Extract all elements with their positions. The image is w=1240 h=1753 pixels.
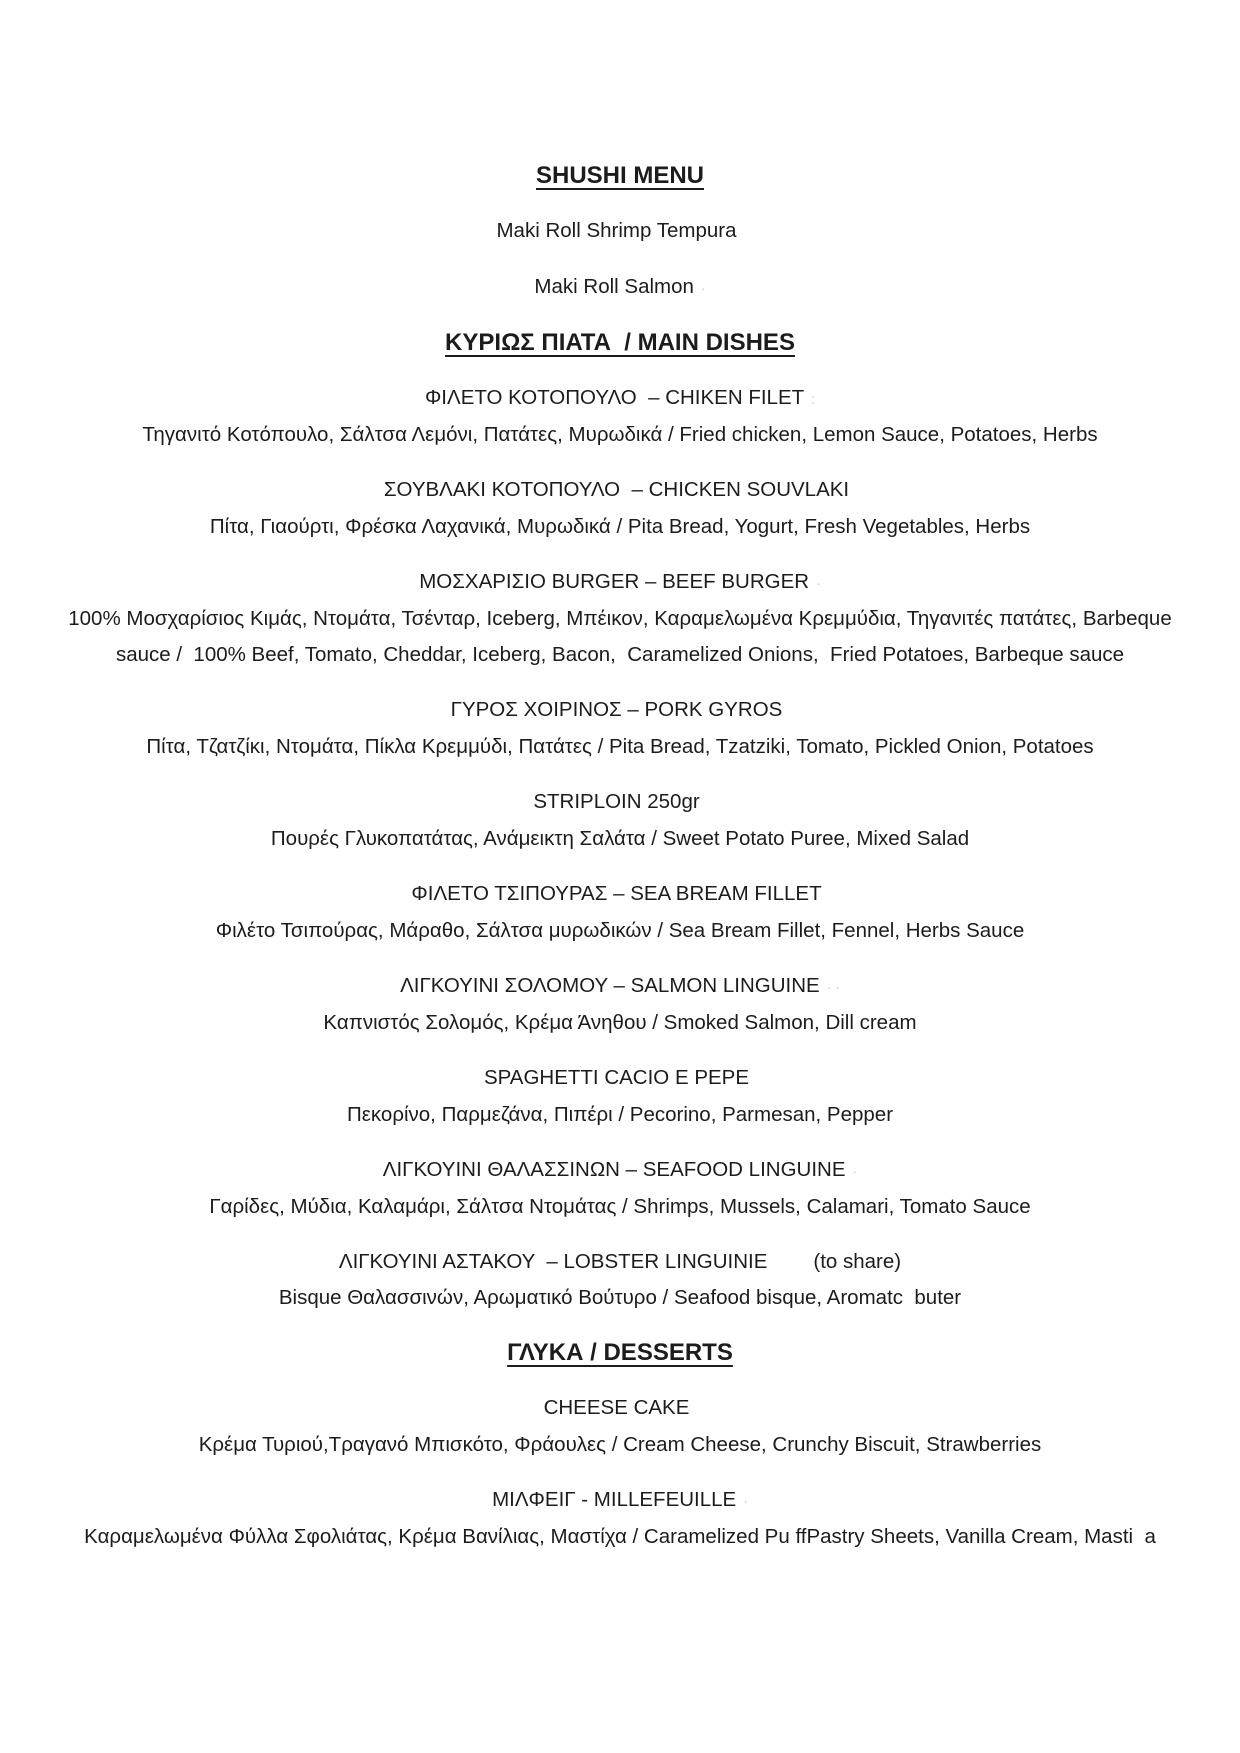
sushi-item-salmon [70,269,1170,306]
faded-price-artifact: : [811,391,816,407]
faded-mark-artifact: · [700,280,706,296]
menu-item-chicken-filet [68,380,1172,453]
menu-item-lobster-linguine [68,1244,1172,1316]
dish-name: ΛΙΓΚΟΥΙΝΙ ΘΑΛΑΣΣΙΝΩΝ – SEAFOOD LINGUINE [382,1158,846,1181]
main-dishes-heading [0,325,1240,361]
menu-item-sea-bream-fillet [68,876,1172,949]
sushi-item-label: Maki Roll Salmon [534,275,694,298]
faded-price-artifact: · [743,1493,748,1509]
dish-ingredients: Καπνιστός Σολομός, Κρέμα Άνηθου / Smoked Salmon, Dill cream [323,1011,917,1034]
faded-price-artifact: · [816,575,821,591]
menu-item-beef-burger [68,564,1178,673]
dish-title [68,692,1172,729]
dish-name: ΛΙΓΚΟΥΙΝΙ ΣΟΛΟΜΟΥ – SALMON LINGUINE [400,974,820,997]
menu-item-chicken-souvlaki [68,472,1172,545]
menu-item-millefeuille [68,1482,1172,1555]
dish-ingredients: Πίτα, Γιαούρτι, Φρέσκα Λαχανικά, Μυρωδικά / Pita Bread, Yogurt, Fresh Vegetables, Herbs [209,515,1031,538]
menu-item-cacio-e-pepe [68,1060,1172,1133]
faded-price-artifact: · · [826,979,840,995]
dish-ingredients: Καραμελωμένα Φύλλα Σφολιάτας, Κρέμα Βανίλιας, Μαστίχα / Caramelized Pu ffPastry Sheets, Vanilla Cream, Masti a [84,1525,1156,1548]
dish-name: ΣΟΥΒΛΑΚΙ ΚΟΤΟΠΟΥΛΟ – CHICKEN SOUVLAKI [383,478,850,501]
dish-ingredients: Γαρίδες, Μύδια, Καλαμάρι, Σάλτσα Ντομάτας / Shrimps, Mussels, Calamari, Tomato Sauce [209,1195,1031,1218]
menu-item-salmon-linguine [68,968,1172,1041]
menu-item-cheese-cake [68,1390,1172,1463]
main-dishes-heading-text: ΚΥΡΙΩΣ ΠΙΑΤΑ / MAIN DISHES [445,329,795,356]
dish-ingredients: Φιλέτο Τσιπούρας, Μάραθο, Σάλτσα μυρωδικών / Sea Bream Fillet, Fennel, Herbs Sauce [215,919,1025,942]
dish-title [68,1482,1172,1519]
dish-ingredients: Κρέμα Τυριού,Τραγανό Μπισκότο, Φράουλες / Cream Cheese, Crunchy Biscuit, Strawberries [198,1433,1042,1456]
dish-name: SPAGHETTI CACIO E PEPE [483,1066,750,1089]
dish-title [68,472,1172,509]
dish-name: ΓΥΡΟΣ ΧΟΙΡΙΝΟΣ – PORK GYROS [450,698,783,721]
sushi-item-shrimp-tempura [70,213,1170,250]
dish-title [68,564,1172,601]
dish-name: CHEESE CAKE [543,1396,690,1419]
dish-name: STRIPLOIN 250gr [533,790,700,813]
dish-title [68,968,1172,1005]
dish-name: ΜΟΣΧΑΡΙΣΙΟ BURGER – BEEF BURGER [419,570,810,593]
dish-note: (to share) [813,1250,902,1273]
dish-name: ΜΙΛΦΕΙΓ - MILLEFEUILLE [492,1488,737,1511]
menu-title-text: SHUSHI MENU [535,162,704,189]
dish-title [68,1390,1172,1427]
dish-ingredients: Bisque Θαλασσινών, Αρωματικό Βούτυρο / Seafood bisque, Aromatc buter [278,1286,962,1309]
dish-title [68,1244,1172,1280]
dish-ingredients: Πουρές Γλυκοπατάτας, Ανάμεικτη Σαλάτα / Sweet Potato Puree, Mixed Salad [270,827,970,850]
dish-ingredients: Τηγανιτό Κοτόπουλο, Σάλτσα Λεμόνι, Πατάτες, Μυρωδικά / Fried chicken, Lemon Sauce, Potatoes, Herbs [142,423,1098,446]
dish-ingredients: 100% Μοσχαρίσιος Κιμάς, Ντομάτα, Τσένταρ, Iceberg, Μπέικον, Καραμελωμένα Κρεμμύδια, Τηγανιτές πατάτες, Barbeque sauce / 100% Beef, Tomato, Cheddar, Iceberg, Bacon, Caramelized Onions, Fried Potatoes, Barbeque sauce [68,607,1178,666]
menu-title [0,158,1240,194]
dish-name: ΦΙΛΕΤΟ ΚΟΤΟΠΟΥΛΟ – CHIKEN FILET [424,386,805,409]
dish-title [68,876,1172,913]
menu-item-pork-gyros [68,692,1172,765]
dish-ingredients: Πίτα, Τζατζίκι, Ντομάτα, Πίκλα Κρεμμύδι, Πατάτες / Pita Bread, Tzatziki, Tomato, Pickled Onion, Potatoes [146,735,1094,758]
dish-name: ΦΙΛΕΤΟ ΤΣΙΠΟΥΡΑΣ – SEA BREAM FILLET [411,882,822,905]
menu-item-striploin [68,784,1172,857]
dish-title [68,1060,1172,1097]
dish-title [68,380,1172,417]
faded-price-artifact: · [852,1163,858,1179]
dish-title [68,784,1172,821]
desserts-heading-text: ΓΛΥΚΑ / DESSERTS [507,1339,733,1366]
sushi-item-label: Maki Roll Shrimp Tempura [496,219,737,242]
desserts-heading [0,1335,1240,1371]
dish-title [68,1152,1172,1189]
dish-name: ΛΙΓΚΟΥΙΝΙ ΑΣΤΑΚΟΥ – LOBSTER LINGUINIE [338,1250,768,1273]
menu-item-seafood-linguine [68,1152,1172,1225]
dish-ingredients: Πεκορίνο, Παρμεζάνα, Πιπέρι / Pecorino, Parmesan, Pepper [346,1103,894,1126]
